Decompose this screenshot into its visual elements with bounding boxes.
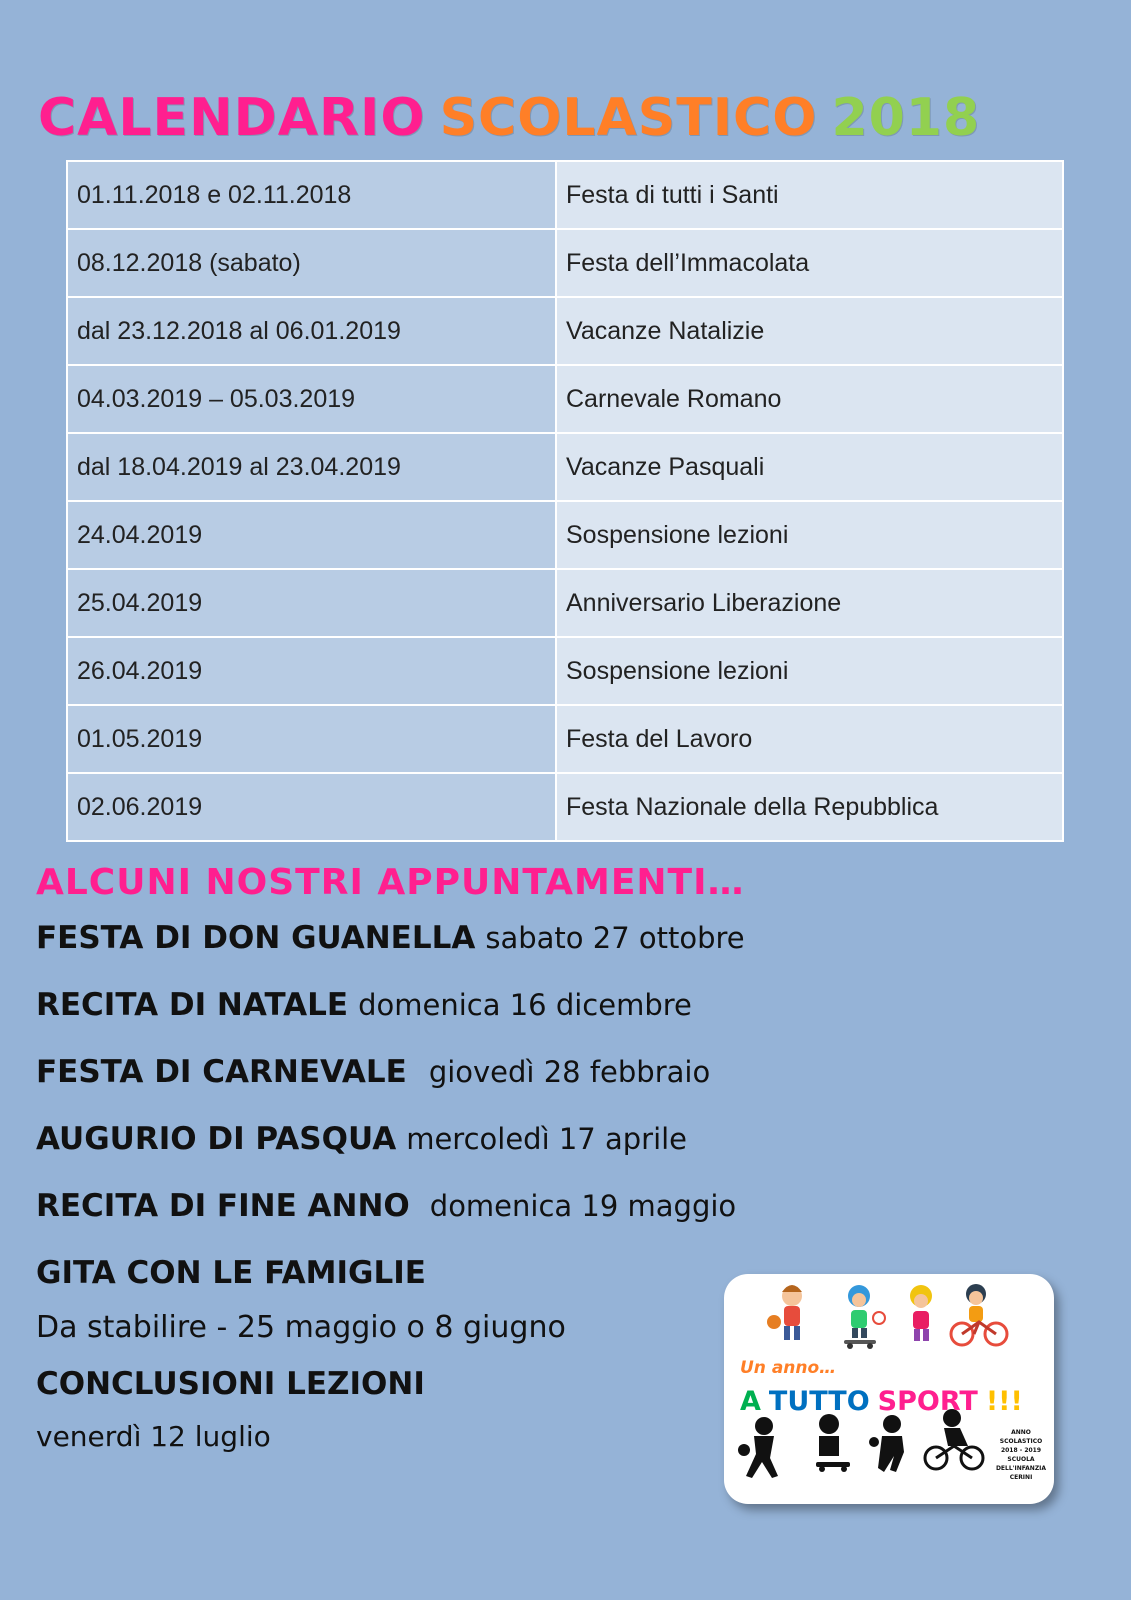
appointment-date: mercoledì 17 aprile: [406, 1122, 688, 1156]
holiday-date: 01.05.2019: [67, 705, 556, 773]
appointment-date: domenica 19 maggio: [429, 1189, 737, 1223]
holiday-row: [67, 773, 1063, 841]
card-tagline: [740, 1386, 1031, 1417]
holiday-date: 24.04.2019: [67, 501, 556, 569]
holiday-date: 26.04.2019: [67, 637, 556, 705]
kid-volleyball-icon: [873, 1285, 932, 1341]
holiday-date: 04.03.2019 – 05.03.2019: [67, 365, 556, 433]
holiday-row: [67, 297, 1063, 365]
tagline-word: !!!: [985, 1386, 1023, 1417]
holiday-row: [67, 433, 1063, 501]
end-of-lessons-date: venerdì 12 luglio: [36, 1420, 271, 1453]
holiday-row: [67, 637, 1063, 705]
holiday-event: Carnevale Romano: [556, 365, 1063, 433]
appointment-date: giovedì 28 febbraio: [428, 1055, 711, 1089]
kid-skateboard-icon: [844, 1285, 876, 1349]
title-word-3: 2018: [831, 88, 981, 148]
holiday-event: Sospensione lezioni: [556, 637, 1063, 705]
holiday-row: [67, 229, 1063, 297]
appointment-name: RECITA DI NATALE: [36, 987, 349, 1023]
holiday-date: 01.11.2018 e 02.11.2018: [67, 161, 556, 229]
holiday-event: Festa di tutti i Santi: [556, 161, 1063, 229]
holiday-row: [67, 365, 1063, 433]
tagline-word: SPORT: [877, 1386, 978, 1417]
appointment-name: FESTA DI DON GUANELLA: [36, 920, 476, 956]
school-info-line: DELL'INFANZIA: [995, 1465, 1047, 1472]
appointment-item: [36, 1054, 710, 1090]
kid-basketball-icon: [767, 1285, 802, 1340]
holiday-date: 02.06.2019: [67, 773, 556, 841]
appointments-heading: ALCUNI NOSTRI APPUNTAMENTI…: [36, 862, 745, 903]
school-info-line: SCOLASTICO: [999, 1438, 1043, 1445]
appointment-date: sabato 27 ottobre: [485, 921, 745, 955]
holiday-date: dal 18.04.2019 al 23.04.2019: [67, 433, 556, 501]
appointment-name: RECITA DI FINE ANNO: [36, 1188, 410, 1224]
card-school-info: [990, 1428, 1052, 1482]
silhouettes-icon: [738, 1409, 983, 1478]
holiday-date: 25.04.2019: [67, 569, 556, 637]
holiday-event: Festa Nazionale della Repubblica: [556, 773, 1063, 841]
appointment-name: FESTA DI CARNEVALE: [36, 1054, 407, 1090]
appointment-item: [36, 920, 745, 956]
holiday-row: [67, 161, 1063, 229]
sport-year-card: [724, 1274, 1054, 1504]
appointment-item: [36, 1188, 736, 1224]
holiday-event: Vacanze Natalizie: [556, 297, 1063, 365]
page-title: [38, 88, 994, 148]
holiday-event: Festa dell’Immacolata: [556, 229, 1063, 297]
end-of-lessons-name: CONCLUSIONI LEZIONI: [36, 1366, 425, 1402]
holiday-event: Vacanze Pasquali: [556, 433, 1063, 501]
title-word-1: CALENDARIO: [38, 88, 426, 148]
holiday-row: [67, 705, 1063, 773]
holiday-row: [67, 501, 1063, 569]
holiday-date: 08.12.2018 (sabato): [67, 229, 556, 297]
appointment-name: AUGURIO DI PASQUA: [36, 1121, 397, 1157]
school-info-line: 2018 - 2019: [1000, 1447, 1042, 1454]
holiday-event: Festa del Lavoro: [556, 705, 1063, 773]
tagline-word: A: [740, 1386, 761, 1417]
holiday-table: [66, 160, 1064, 842]
appointment-date: domenica 16 dicembre: [358, 988, 692, 1022]
holiday-event: Sospensione lezioni: [556, 501, 1063, 569]
holiday-row: [67, 569, 1063, 637]
tagline-word: TUTTO: [768, 1386, 870, 1417]
kid-bicycle-icon: [951, 1284, 1007, 1345]
holiday-event: Anniversario Liberazione: [556, 569, 1063, 637]
appointment-item: [36, 987, 692, 1023]
school-info-line: ANNO: [1011, 1429, 1031, 1436]
school-info-line: CERINI: [1009, 1474, 1033, 1481]
trip-date: Da stabilire - 25 maggio o 8 giugno: [36, 1310, 566, 1345]
holiday-date: dal 23.12.2018 al 06.01.2019: [67, 297, 556, 365]
appointment-item: [36, 1121, 687, 1157]
title-word-2: SCOLASTICO: [439, 88, 818, 148]
trip-name: GITA CON LE FAMIGLIE: [36, 1255, 426, 1291]
card-intro: Un anno…: [740, 1358, 837, 1378]
school-info-line: SCUOLA: [1007, 1456, 1035, 1463]
